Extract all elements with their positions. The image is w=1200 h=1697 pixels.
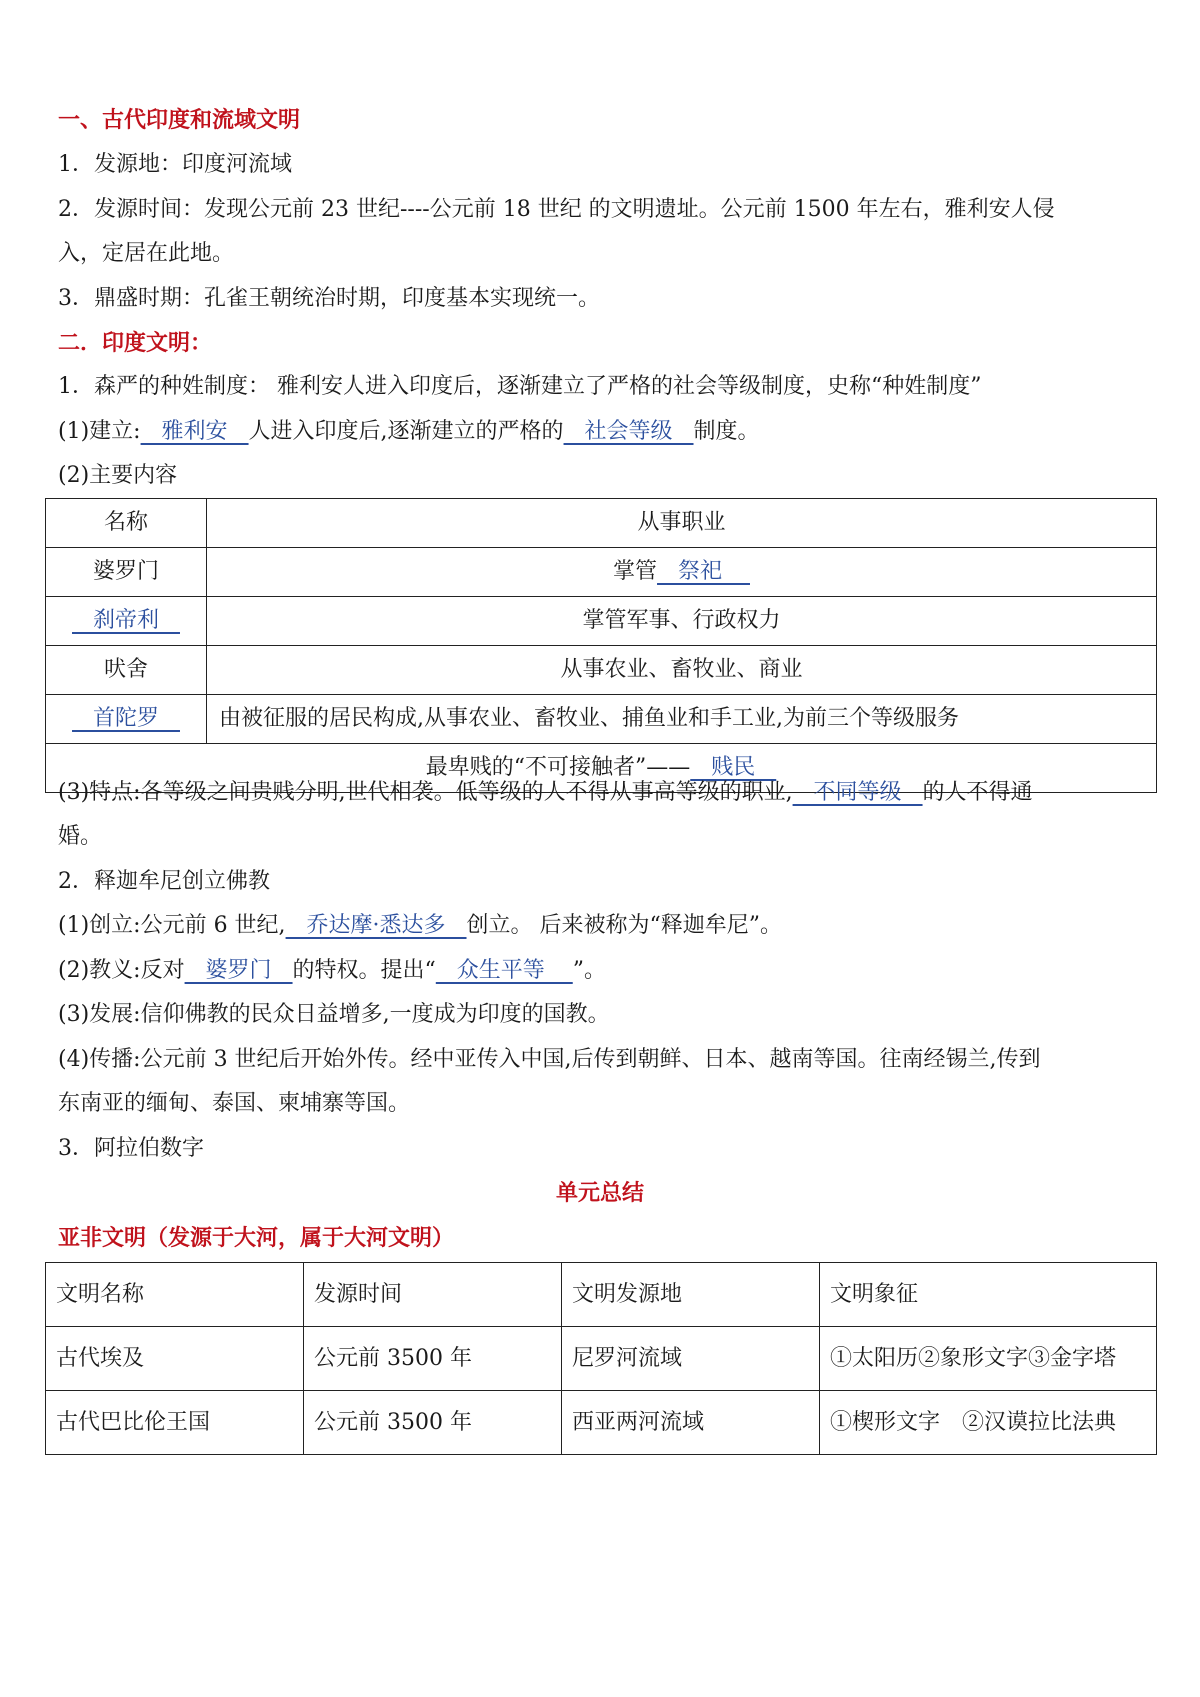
caste-table-header <box>46 499 1157 548</box>
civ-header-name: 文明名称 <box>46 1263 304 1327</box>
caste-duty-prefix: 掌管 <box>613 559 658 584</box>
origin-time-line2: 入，定居在此地。 <box>58 241 235 266</box>
establish-blank-social-rank: 社会等级 <box>563 419 694 444</box>
summary-subtitle: 亚非文明（发源于大河，属于大河文明） <box>58 1225 455 1251</box>
main-content-label: (2)主要内容 <box>58 463 178 488</box>
heyday: 3．鼎盛时期：孔雀王朝统治时期，印度基本实现统一。 <box>58 286 600 311</box>
feature-blank: 不同等级 <box>792 780 923 805</box>
civilization-table <box>45 1262 1157 1455</box>
establish-middle: 人进入印度后,逐渐建立的严格的 <box>248 419 564 444</box>
establish-line <box>58 417 1160 447</box>
feature-prefix: (3)特点:各等级之间贵贱分明,世代相袭。低等级的人不得从事高等级的职业, <box>58 780 793 805</box>
spread-line2: 东南亚的缅甸、泰国、柬埔寨等国。 <box>58 1091 411 1116</box>
civ-place: 西亚两河流域 <box>562 1391 820 1455</box>
feature-suffix: 的人不得通 <box>922 780 1033 805</box>
founding-blank: 乔达摩·悉达多 <box>285 913 467 938</box>
founding-suffix: 创立。 后来被称为“释迦牟尼”。 <box>466 913 783 938</box>
caste-table <box>45 498 1157 793</box>
caste-duty: 从事农业、畜牧业、商业 <box>207 646 1157 695</box>
caste-duty: 掌管军事、行政权力 <box>207 597 1157 646</box>
doctrine-line <box>58 956 1160 986</box>
civ-row-egypt <box>46 1327 1157 1391</box>
caste-row-kshatriya <box>46 597 1157 646</box>
doctrine-middle: 的特权。提出“ <box>292 958 436 983</box>
summary-title: 单元总结 <box>555 1180 644 1206</box>
establish-prefix: (1)建立: <box>58 419 141 444</box>
caste-row-vaishya <box>46 646 1157 695</box>
civ-place: 尼罗河流域 <box>562 1327 820 1391</box>
caste-header-duty: 从事职业 <box>207 499 1157 548</box>
feature-line1 <box>58 778 1160 808</box>
doctrine-prefix: (2)教义:反对 <box>58 958 185 983</box>
founding-line <box>58 911 1160 941</box>
civ-header-place: 文明发源地 <box>562 1263 820 1327</box>
caste-header-name: 名称 <box>46 499 207 548</box>
section1-heading: 一、古代印度和流域文明 <box>58 107 301 133</box>
civ-symbol: ①楔形文字 ②汉谟拉比法典 <box>820 1391 1157 1455</box>
arabic-numerals: 3．阿拉伯数字 <box>58 1136 204 1161</box>
development-line: (3)发展:信仰佛教的民众日益增多,一度成为印度的国教。 <box>58 1002 610 1027</box>
civ-symbol: ①太阳历②象形文字③金字塔 <box>820 1327 1157 1391</box>
civ-name: 古代埃及 <box>46 1327 304 1391</box>
establish-blank-aryan: 雅利安 <box>140 419 249 444</box>
caste-duty-blank: 祭祀 <box>657 559 750 584</box>
doctrine-blank-brahmin: 婆罗门 <box>184 958 293 983</box>
caste-duty: 由被征服的居民构成,从事农业、畜牧业、捕鱼业和手工业,为前三个等级服务 <box>207 695 1157 744</box>
caste-intro: 1．森严的种姓制度： 雅利安人进入印度后，逐渐建立了严格的社会等级制度，史称“种姓制度” <box>58 374 982 399</box>
spread-line1: (4)传播:公元前 3 世纪后开始外传。经中亚传入中国,后传到朝鲜、日本、越南等国。往南经锡兰,传到 <box>58 1047 1041 1072</box>
civ-row-babylon <box>46 1391 1157 1455</box>
caste-footer-blank: 贱民 <box>690 755 777 780</box>
civ-header-symbol: 文明象征 <box>820 1263 1157 1327</box>
feature-line2: 婚。 <box>58 824 103 849</box>
caste-footer-prefix: 最卑贱的“不可接触者”—— <box>425 755 691 780</box>
caste-name-blank: 首陀罗 <box>72 706 180 731</box>
origin-place: 1．发源地：印度河流域 <box>58 152 292 177</box>
buddhism-heading: 2．释迦牟尼创立佛教 <box>58 869 270 894</box>
caste-row-shudra <box>46 695 1157 744</box>
caste-duty <box>207 548 1157 597</box>
doctrine-blank-equality: 众生平等 <box>435 958 573 983</box>
founding-prefix: (1)创立:公元前 6 世纪, <box>58 913 286 938</box>
caste-name: 吠舍 <box>46 646 207 695</box>
origin-time-line1: 2．发源时间：发现公元前 23 世纪----公元前 18 世纪 的文明遗址。公元前 1500 年左右，雅利安人侵 <box>58 197 1055 222</box>
civ-time: 公元前 3500 年 <box>304 1327 562 1391</box>
caste-name: 婆罗门 <box>46 548 207 597</box>
caste-name-blank: 刹帝利 <box>72 608 180 633</box>
civ-table-header <box>46 1263 1157 1327</box>
civ-name: 古代巴比伦王国 <box>46 1391 304 1455</box>
establish-suffix: 制度。 <box>693 419 760 444</box>
civ-time: 公元前 3500 年 <box>304 1391 562 1455</box>
caste-name <box>46 597 207 646</box>
caste-name <box>46 695 207 744</box>
caste-row-brahmin <box>46 548 1157 597</box>
civ-header-time: 发源时间 <box>304 1263 562 1327</box>
section2-heading: 二．印度文明： <box>58 330 213 356</box>
doctrine-suffix: ”。 <box>572 958 606 983</box>
